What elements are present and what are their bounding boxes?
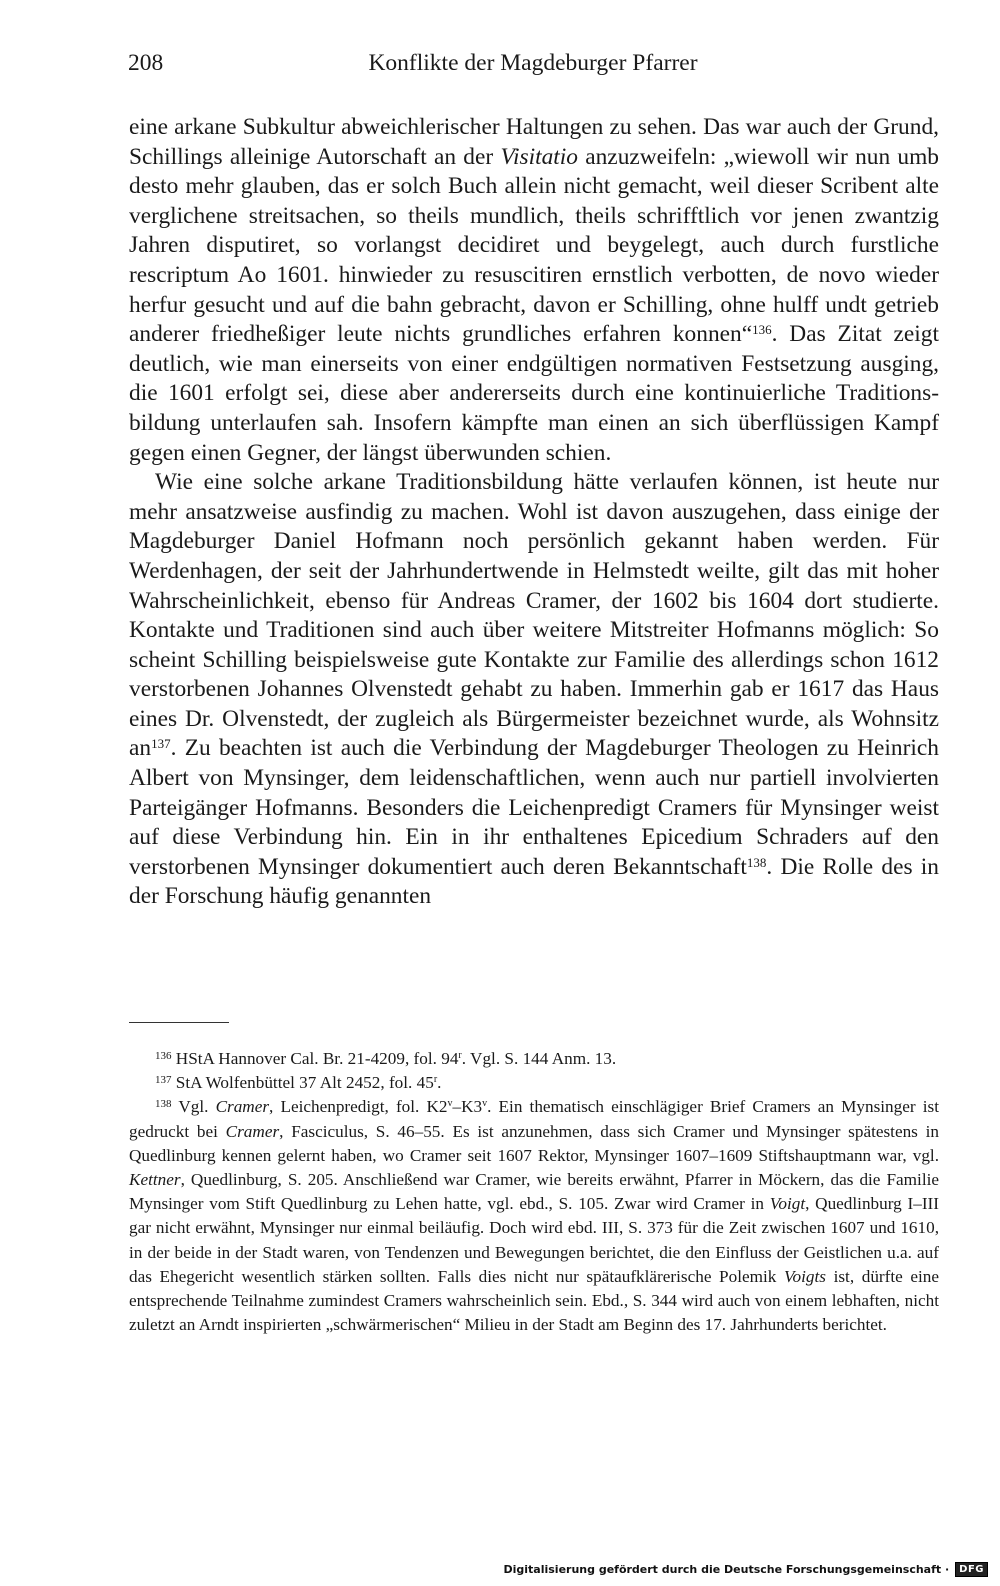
author-name: Voigts bbox=[783, 1266, 826, 1286]
running-title: Konflikte der Magdeburger Pfarrer bbox=[368, 50, 698, 76]
footnote-138 bbox=[129, 1095, 939, 1337]
footnote-divider bbox=[129, 1022, 229, 1023]
footnote-number: 137 bbox=[155, 1074, 172, 1087]
digitization-footer bbox=[503, 1560, 988, 1578]
funding-notice: Digitalisierung gefördert durch die Deutsche Forschungsgemeinschaft · bbox=[503, 1562, 950, 1576]
footnote-number: 136 bbox=[155, 1050, 172, 1062]
paragraph-2 bbox=[129, 468, 939, 912]
footnote-text: , Quedlinburg I–III gar nicht erwähnt, Mynsinger nur einmal beiläufig. Doch wird ebd. III, S. 373 für die Zeit zwischen 1607 und 1610, in der beide in der Stadt waren, von Tendenzen und Bewegungen berichtet, die den Einfluss der Geistlichen u.a. auf das Ehegericht wesentlich stärken sollten. Falls dies nicht nur spätaufklärerische Polemik bbox=[129, 1194, 939, 1286]
main-text bbox=[129, 113, 939, 912]
footnote-text: , Fasciculus, S. 46–55. Es ist anzunehmen, dass sich Cramer und Mynsinger spätestens in Quedlinburg kennen gelernt haben, wo Cramer seit 1607 Rektor, Mynsinger 1607–1609 Stiftshauptmann war, vgl. bbox=[129, 1121, 939, 1165]
page-header bbox=[128, 50, 938, 90]
paragraph-2-text-c: . Die Rolle des in der Forschung häufig genannten bbox=[129, 853, 940, 910]
page-number: 208 bbox=[128, 50, 164, 76]
footnote-text: StA Wolfenbüttel 37 Alt 2452, fol. 45 bbox=[171, 1073, 434, 1093]
folio-verso-mark: v bbox=[482, 1098, 488, 1110]
footnote-ref-138[interactable]: 138 bbox=[746, 854, 767, 870]
paragraph-1-quote: anzuzweifeln: „wiewoll wir nun umb desto mehr glauben, das er solch Buch allein nicht gemacht, weil dieser Scribent alte verglichene streitsachen, so theils mundlich, theils schrifftlich vor jenen zwantzig Jahren disputiret, so vorlangst decidiret und beygelegt, auch durch furstliche rescriptum Ao 1601. hinwieder zu resuscitiren ernstlich verbotten, de novo wieder herfur gesucht und auf die bahn gebracht, davon er Schilling, ohne hulff undt getrieb anderer friedheßiger leute nichts grundliches erfahren konnen“ bbox=[129, 143, 939, 348]
paragraph-2-text-b: . Zu beachten ist auch die Verbindung der Magdeburger Theologen zu Heinrich Albert von Mynsinger, dem leidenschaftlichen, wenn auch nur partiell involvierten Parteigänger Hofmanns. Besonders die Leichenpredigt Cramers für Mynsinger weist auf diese Verbindung hin. Ein in ihr enthaltenes Epicedium Schraders auf den verstorbenen Mynsinger dokumentiert auch deren Bekanntschaft bbox=[129, 735, 939, 880]
folio-verso-mark: v bbox=[447, 1098, 453, 1110]
footnote-number: 138 bbox=[155, 1098, 172, 1111]
folio-recto-mark: r bbox=[433, 1074, 438, 1086]
footnote-text: Vgl. bbox=[171, 1097, 216, 1117]
paragraph-2-text-a: Wie eine solche arkane Traditionsbildung hätte verlaufen können, ist heute nur mehr ansatzweise ausfindig zu machen. Wohl ist davon auszugehen, dass einige der Magdeburger Daniel Hofmann noch persönlich gekannt haben werden. Für Werdenhagen, der seit der Jahrhundertwende in Helmstedt weilte, gilt das mit hoher Wahrscheinlichkeit, ebenso für Andreas Cramer, der 1602 bis 1604 dort studierte. Kontakte und Traditionen sind auch über weitere Mitstreiter Hofmanns möglich: So scheint Schilling beispielsweise gute Kontakte zur Familie des allerdings schon 1612 verstorbenen Johannes Olvenstedt gehabt zu haben. Immerhin gab er 1617 das Haus eines Dr. Olvenstedt, der zugleich als Bürgermeister bezeichnet wurde, als Wohnsitz an bbox=[129, 469, 939, 762]
footnote-text: , Quedlinburg, S. 205. Anschließend war Cramer, wie bereits erwähnt, Pfarrer in Möckern, das die Familie Mynsinger vom Stift Quedlinburg zu Lehen hatte, vgl. ebd., S. 105. Zwar wird Cramer in bbox=[129, 1170, 939, 1214]
footnote-text: ist, dürfte eine entsprechende Teilnahme zumindest Cramers wahrscheinlich sein. Ebd., S. 344 wird auch von einem lebhaften, nicht zuletzt an Arndt inspirierten „schwärmerischen“ Milieu in der Stadt am Beginn des 17. Jahrhunderts berichtet. bbox=[129, 1266, 939, 1335]
title-visitatio: Visitatio bbox=[500, 143, 578, 170]
author-name: Cramer bbox=[225, 1121, 280, 1141]
footnote-136 bbox=[129, 1047, 939, 1071]
footnotes bbox=[129, 1047, 939, 1337]
footnote-137 bbox=[129, 1071, 939, 1095]
footnote-text: , Leichenpredigt, fol. K2 bbox=[269, 1097, 448, 1117]
dfg-logo-icon: DFG bbox=[955, 1562, 988, 1577]
author-name: Cramer bbox=[215, 1097, 270, 1117]
footnote-ref-137[interactable]: 137 bbox=[151, 736, 171, 752]
footnote-text: HStA Hannover Cal. Br. 21-4209, fol. 94 bbox=[171, 1049, 459, 1068]
paragraph-1-text-c: . Das Zitat zeigt deutlich, wie man einerseits von einer endgültigen normativen Festsetzung ausging, die 1601 erfolgt sei, diese aber andererseits durch eine kontinuierliche Traditionsbildung unterlaufen sah. Insofern kämpfte man einen an sich überflüssigen Kampf gegen einen Gegner, der längst überwunden schien. bbox=[129, 321, 939, 466]
footnote-text: –K3 bbox=[452, 1097, 483, 1117]
footnote-ref-136[interactable]: 136 bbox=[752, 322, 772, 338]
author-name: Kettner bbox=[129, 1170, 181, 1190]
footnote-text: . Vgl. S. 144 Anm. 13. bbox=[461, 1049, 617, 1068]
paragraph-1 bbox=[129, 113, 939, 468]
paragraph-1-text-a: eine arkane Subkultur abweichlerischer Haltungen zu sehen. Das war auch der Grund, Schillings alleinige Autorschaft an der bbox=[129, 114, 939, 170]
footnote-text: . bbox=[437, 1073, 442, 1093]
folio-recto-mark: r bbox=[458, 1050, 462, 1061]
author-name: Voigt bbox=[769, 1194, 806, 1214]
footnote-text: . Ein thematisch einschlägiger Brief Cramers an Mynsinger ist gedruckt bei bbox=[129, 1097, 939, 1141]
